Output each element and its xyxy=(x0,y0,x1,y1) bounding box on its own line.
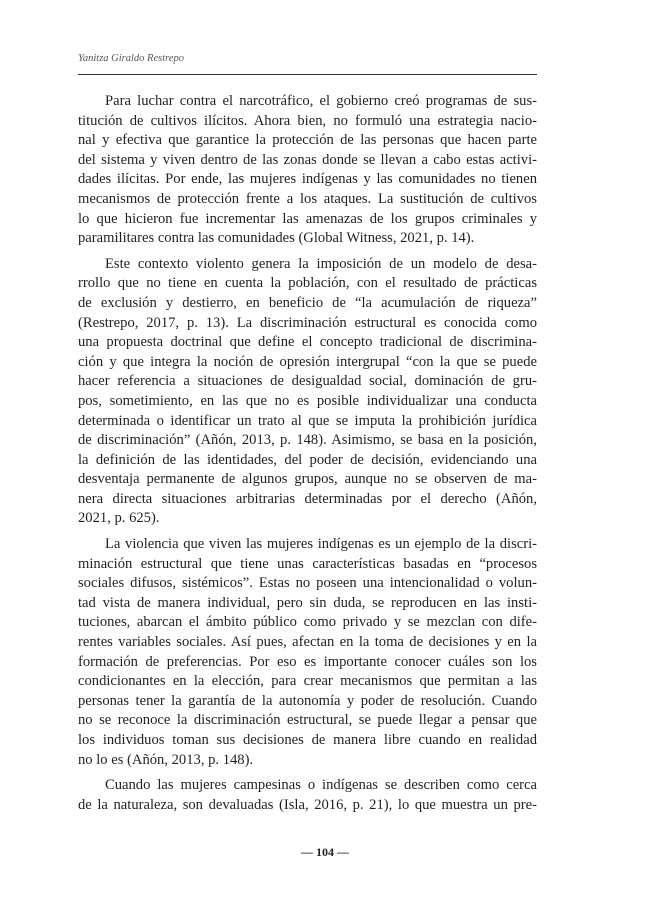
text-line: no se reconoce la discriminación estructural, se puede llegar a pensar que xyxy=(78,712,537,729)
text-line: formación de preferencias. Por eso es importante conocer cuáles son los xyxy=(78,653,537,670)
paragraph xyxy=(78,776,537,815)
text-line: mecanismos de protección frente a los ataques. La sustitución de cultivos xyxy=(78,190,537,207)
text-line: Este contexto violento genera la imposición de un modelo de desa- xyxy=(105,255,537,272)
text-line: condicionantes en la elección, para crear mecanismos que permitan a las xyxy=(78,673,537,690)
text-line: tad vista de manera individual, pero sin duda, se reproducen en las insti- xyxy=(78,594,537,611)
text-line: ción y que integra la noción de opresión intergrupal “con la que se puede xyxy=(78,353,537,370)
text-line: titución de cultivos ilícitos. Ahora bien, no formuló una estrategia nacio- xyxy=(78,112,537,129)
text-line: de la naturaleza, son devaluadas (Isla, 2016, p. 21), lo que muestra un pre- xyxy=(78,796,537,813)
text-line: pos, sometimiento, en las que no es posible individualizar una conducta xyxy=(78,392,537,409)
text-line: La violencia que viven las mujeres indígenas es un ejemplo de la discri- xyxy=(105,536,537,553)
text-line: del sistema y viven dentro de las zonas donde se llevan a cabo estas activi- xyxy=(78,151,537,168)
header-rule xyxy=(78,74,537,75)
text-line: dades ilícitas. Por ende, las mujeres indígenas y las comunidades no tienen xyxy=(78,171,537,188)
body-text xyxy=(78,92,537,821)
text-line: tuciones, abarcan el ámbito público como privado y se mezclan con dife- xyxy=(78,614,537,631)
text-line: sociales difusos, sistémicos”. Estas no poseen una intencionalidad o volun- xyxy=(78,575,537,592)
text-line: Para luchar contra el narcotráfico, el gobierno creó programas de sus- xyxy=(105,93,537,109)
paragraph xyxy=(78,92,537,249)
text-line: personas tener la garantía de la autonomía y poder de resolución. Cuando xyxy=(78,692,537,709)
text-line: nal y efectiva que garantice la protección de las personas que hacen parte xyxy=(78,132,537,149)
text-line: rrollo que no tiene en cuenta la población, con el resultado de prácticas xyxy=(78,275,537,292)
text-line: la definición de las identidades, del poder de decisión, evidenciando una xyxy=(78,451,537,468)
running-head: Yanitza Giraldo Restrepo xyxy=(78,53,184,64)
text-line: Cuando las mujeres campesinas o indígenas se describen como cerca xyxy=(105,777,537,794)
text-line: paramilitares contra las comunidades (Global Witness, 2021, p. 14). xyxy=(78,230,475,247)
paragraph xyxy=(78,255,537,529)
text-line: 2021, p. 625). xyxy=(78,510,160,527)
text-line: no lo es (Añón, 2013, p. 148). xyxy=(78,751,254,768)
text-line: de discriminación” (Añón, 2013, p. 148). Asimismo, se basa en la posición, xyxy=(78,432,537,449)
text-line: hacer referencia a situaciones de desigualdad social, dominación de gru- xyxy=(78,373,537,390)
text-line: nera directa situaciones arbitrarias determinadas por el derecho (Añón, xyxy=(78,490,537,507)
text-line: (Restrepo, 2017, p. 13). La discriminación estructural es conocida como xyxy=(78,314,537,331)
text-line: rentes variables sociales. Así pues, afectan en la toma de decisiones y en la xyxy=(78,634,537,651)
page-number: — 104 — xyxy=(301,845,349,859)
text-line: minación estructural que tiene unas características basadas en “procesos xyxy=(78,555,537,572)
text-line: de exclusión y destierro, en beneficio de “la acumulación de riqueza” xyxy=(78,294,537,311)
text-line: lo que hicieron fue incrementar las amenazas de los grupos criminales y xyxy=(78,210,537,227)
text-line: determinada o identificar un trato al que se imputa la prohibición jurídica xyxy=(78,412,537,429)
paragraph xyxy=(78,535,537,770)
text-line: desventaja permanente de algunos grupos, aunque no se observen de ma- xyxy=(78,471,537,488)
text-line: los individuos toman sus decisiones de manera libre cuando en realidad xyxy=(78,732,537,748)
text-line: una propuesta doctrinal que define el concepto tradicional de discrimina- xyxy=(78,334,537,351)
